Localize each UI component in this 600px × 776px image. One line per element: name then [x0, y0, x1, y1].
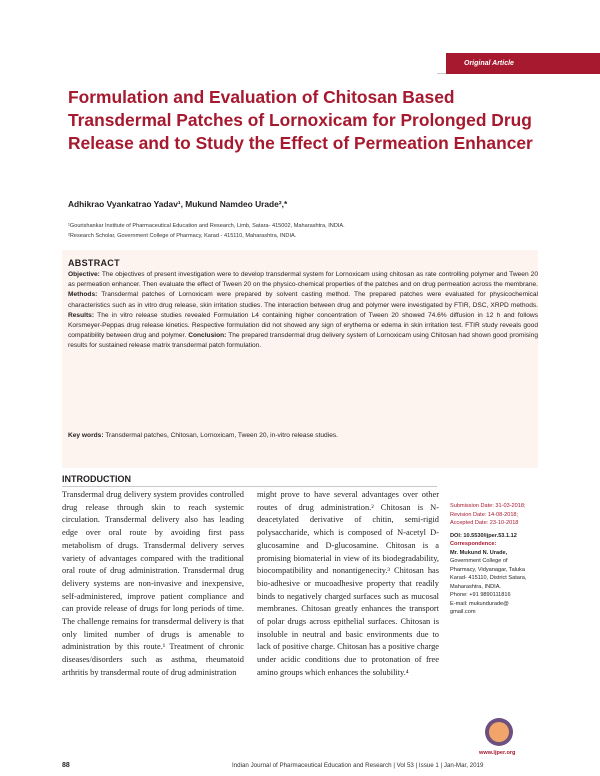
journal-logo-inner-icon [489, 722, 509, 742]
paper-title: Formulation and Evaluation of Chitosan Based Transdermal Patches of Lornoxicam for Prolonged Drug Release and to Study the Effect of Permeation Enhancer [68, 87, 533, 153]
correspondence-line-4: Maharashtra, INDIA. [450, 583, 501, 590]
correspondence-label: Correspondence: [450, 541, 497, 547]
phone: Phone: +91 9890111816 [450, 592, 511, 598]
keywords-text: Transdermal patches, Chitosan, Lornoxicam, Tween 20, in-vitro release studies. [103, 432, 338, 439]
affiliation-1: ¹Gourishankar Institute of Pharmaceutical Education and Research, Limb, Satara- 415002, Maharashtra, INDIA. [68, 223, 345, 229]
accepted-date: Accepted Date: 23-10-2018 [450, 520, 519, 526]
objective-text: The objectives of present investigation were to develop transdermal system for Lornoxicam using chitosan as rate controlling polymer and Tween 20 as permeation enhancer. Then evaluate the effect of Tween 20 on the physico-chemical properties of the patches and on drug permeation across the membrane. [68, 271, 538, 289]
correspondence-line-2: Pharmacy, Vidyanagar, Taluka [450, 566, 525, 573]
email-continued: gmail.com [450, 609, 476, 615]
results-text: The in vitro release studies revealed Formulation L4 containing higher concentration of Tween 20 showed 74.6% diffusion in 12 h and follows Korsmeyer-Peppas drug release kinetics. Respective formulation did not showed any sign of erythema or edema in skin irritation test. FTIR study reveals good compatibility between drug and polymer. [68, 311, 538, 340]
correspondence-line-1: Government College of [450, 558, 508, 564]
revision-date: Revision Date: 14-08-2018; [450, 511, 519, 518]
methods-label: Methods: [68, 291, 98, 299]
correspondence-line-3: Karad- 415110, District Satara, [450, 575, 527, 581]
results-label: Results: [68, 311, 95, 319]
page-number: 88 [62, 762, 70, 769]
intro-paragraph-2: might prove to have several advantages over other routes of drug administration.² Chitosan is N-deacetylated derivative of chitin, semi-rigid polysaccharide, which is composed of N-acetyl D-glucosamine and D-glucosamine. Chitosan is a promising biomaterial in view of its biodegradability, biocompatibility and nonantigenecity.³ Chitosan has bio-adhesive or mucoadhesive property that readily binds to negatively charged surfaces such as mucosal membranes. Chitosan greatly enhances the transport of polar drugs across epithelial surfaces. Chitosan is insoluble in neutral and basic environments due to lack of positive charge. Chitosan has a positive charge under acidic conditions due to protonation of free amino groups which enhances the solubility.⁴ [257, 490, 439, 677]
affiliation-2: ²Research Scholar, Government College of Pharmacy, Karad - 415110, Maharashtra, INDIA. [68, 233, 297, 239]
doi: DOI: 10.5530/ijper.53.1.12 [450, 532, 517, 539]
introduction-rule [62, 486, 437, 487]
introduction-heading: INTRODUCTION [62, 474, 131, 484]
objective-label: Objective: [68, 271, 100, 278]
article-type-badge: Original Article [446, 53, 600, 74]
keywords-label: Key words: [68, 432, 104, 439]
keywords [68, 431, 538, 441]
journal-url[interactable]: www.ijper.org [479, 750, 516, 756]
abstract-body [68, 270, 538, 352]
abstract-heading: ABSTRACT [68, 258, 120, 268]
body-column-2 [257, 489, 439, 680]
article-info-sidebar [450, 502, 560, 617]
methods-text: Transdermal patches of Lornoxicam were prepared by solvent casting method. The prepared patches were evaluated for physicochemical characteristics such as in vitro drug release, skin irritation studies. The interaction between drug and polymer were investigated by FTIR, DSC, XRPD methods. [68, 291, 538, 309]
correspondence-name: Mr. Mukund N. Urade, [450, 549, 508, 556]
authors: Adhikrao Vyankatrao Yadav¹, Mukund Namdeo Urade²,* [68, 199, 288, 209]
conclusion-text: The prepared transdermal drug delivery system of Lornoxicam using Chitosan had shown good promising results for sustained release matrix transdermal patch formulation. [68, 332, 538, 350]
body-column-1 [62, 489, 244, 680]
submission-date: Submission Date: 31-03-2018; [450, 503, 526, 509]
journal-footer: Indian Journal of Pharmaceutical Education and Research | Vol 53 | Issue 1 | Jan-Mar, 2019 [232, 762, 484, 769]
intro-paragraph-1: Transdermal drug delivery system provides controlled drug release through skin to reach systemic circulation. Transdermal delivery also has leading edge over oral route by avoiding first pass metabolism of drugs. Transdermal delivery serves variety of advantages compared with the traditional oral route of drug administration. Transdermal drug delivery systems are non-invasive and inexpensive, self-administered, improve patient compliance and can provide release of drugs for long periods of time. The challenge remains for transdermal delivery is that only limited number of drugs is amenable to administration by this route.¹ Treatment of chronic diseases/disorders such as asthma, rheumatoid arthritis by transdermal route of drug administration [62, 490, 244, 677]
email: E-mail: mukundurade@ [450, 600, 509, 607]
conclusion-label: Conclusion: [188, 332, 227, 340]
